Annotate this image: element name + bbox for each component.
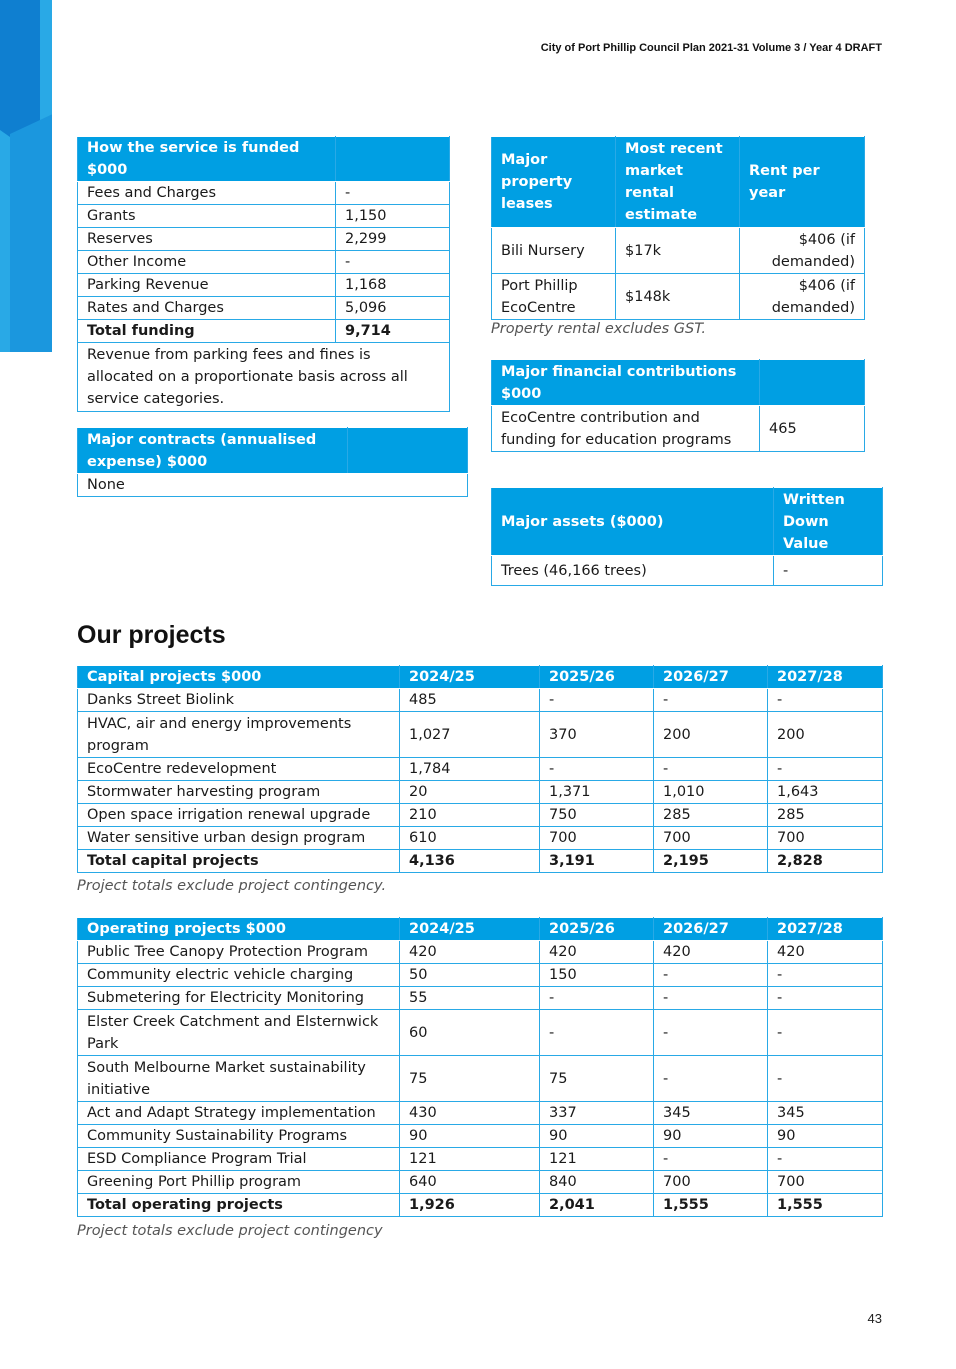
column-header: 2024/25 bbox=[400, 666, 540, 689]
funding-header: How the service is funded $000 bbox=[78, 137, 336, 182]
table-row: Danks Street Biolink 485 - - - bbox=[78, 689, 883, 712]
leases-note: Property rental excludes GST. bbox=[491, 321, 706, 337]
contributions-table bbox=[491, 359, 865, 452]
operating-note: Project totals exclude project contingency bbox=[77, 1223, 383, 1239]
contracts-value: None bbox=[78, 474, 468, 497]
column-header: Operating projects $000 bbox=[78, 918, 400, 941]
leases-table bbox=[491, 136, 865, 320]
table-row: Open space irrigation renewal upgrade 210 750 285 285 bbox=[78, 804, 883, 827]
capital-projects-table bbox=[77, 665, 883, 873]
table-row: Greening Port Phillip program 640 840 700 700 bbox=[78, 1171, 883, 1194]
column-header: Most recent market rental estimate bbox=[616, 137, 740, 228]
table-row: Act and Adapt Strategy implementation 430 337 345 345 bbox=[78, 1102, 883, 1125]
table-cell: $406 (if demanded) bbox=[740, 274, 865, 320]
table-cell: - bbox=[336, 251, 450, 274]
table-row: EcoCentre redevelopment 1,784 - - - bbox=[78, 758, 883, 781]
column-header: 2027/28 bbox=[768, 666, 883, 689]
operating-projects-table bbox=[77, 917, 883, 1217]
column-header: Capital projects $000 bbox=[78, 666, 400, 689]
table-cell: 5,096 bbox=[336, 297, 450, 320]
column-header: Major assets ($000) bbox=[492, 488, 774, 556]
funding-table bbox=[77, 136, 450, 412]
column-header: 2025/26 bbox=[540, 666, 654, 689]
contributions-header: Major financial contributions $000 bbox=[492, 360, 760, 406]
table-cell: $406 (if demanded) bbox=[740, 228, 865, 274]
table-row: Elster Creek Catchment and Elsternwick Park 60 - - - bbox=[78, 1010, 883, 1056]
column-header: 2026/27 bbox=[654, 666, 768, 689]
page-number: 43 bbox=[867, 1311, 882, 1326]
table-cell: Fees and Charges bbox=[78, 182, 336, 205]
table-cell: - bbox=[336, 182, 450, 205]
table-row: HVAC, air and energy improvements program 1,027 370 200 200 bbox=[78, 712, 883, 758]
table-row: Stormwater harvesting program 20 1,371 1,010 1,643 bbox=[78, 781, 883, 804]
column-header: 2024/25 bbox=[400, 918, 540, 941]
column-header: 2027/28 bbox=[768, 918, 883, 941]
table-cell: Rates and Charges bbox=[78, 297, 336, 320]
table-cell: Parking Revenue bbox=[78, 274, 336, 297]
table-cell: Bili Nursery bbox=[492, 228, 616, 274]
table-cell: Port Phillip EcoCentre bbox=[492, 274, 616, 320]
total-value: 9,714 bbox=[336, 320, 450, 343]
column-header: Major property leases bbox=[492, 137, 616, 228]
table-cell: Grants bbox=[78, 205, 336, 228]
table-row: Water sensitive urban design program 610 700 700 700 bbox=[78, 827, 883, 850]
table-cell: Trees (46,166 trees) bbox=[492, 556, 774, 586]
table-cell: Other Income bbox=[78, 251, 336, 274]
assets-table bbox=[491, 487, 883, 586]
table-cell: 2,299 bbox=[336, 228, 450, 251]
column-header: 2025/26 bbox=[540, 918, 654, 941]
section-title: Our projects bbox=[77, 621, 226, 649]
table-cell: 465 bbox=[760, 406, 865, 452]
column-header: Rent per year bbox=[740, 137, 865, 228]
total-row: Total operating projects 1,926 2,041 1,555 1,555 bbox=[78, 1194, 883, 1217]
table-cell: $148k bbox=[616, 274, 740, 320]
table-row: Public Tree Canopy Protection Program 420 420 420 420 bbox=[78, 941, 883, 964]
table-cell: Reserves bbox=[78, 228, 336, 251]
capital-note: Project totals exclude project contingency. bbox=[77, 878, 387, 894]
table-cell: - bbox=[774, 556, 883, 586]
contracts-table bbox=[77, 427, 468, 497]
table-row: South Melbourne Market sustainability initiative 75 75 - - bbox=[78, 1056, 883, 1102]
table-row: Submetering for Electricity Monitoring 55 - - - bbox=[78, 987, 883, 1010]
document-header: City of Port Phillip Council Plan 2021-31 Volume 3 / Year 4 DRAFT bbox=[540, 42, 882, 54]
table-row: Community Sustainability Programs 90 90 90 90 bbox=[78, 1125, 883, 1148]
column-header: Written Down Value bbox=[774, 488, 883, 556]
table-cell: 1,168 bbox=[336, 274, 450, 297]
table-cell: $17k bbox=[616, 228, 740, 274]
table-row: Community electric vehicle charging 50 150 - - bbox=[78, 964, 883, 987]
table-row: ESD Compliance Program Trial 121 121 - - bbox=[78, 1148, 883, 1171]
total-label: Total funding bbox=[78, 320, 336, 343]
total-row: Total capital projects 4,136 3,191 2,195 2,828 bbox=[78, 850, 883, 873]
contracts-header: Major contracts (annualised expense) $000 bbox=[78, 428, 348, 474]
funding-note: Revenue from parking fees and fines is allocated on a proportionate basis across all service categories. bbox=[78, 343, 450, 412]
column-header: 2026/27 bbox=[654, 918, 768, 941]
table-cell: EcoCentre contribution and funding for education programs bbox=[492, 406, 760, 452]
corner-decoration bbox=[0, 0, 52, 352]
table-cell: 1,150 bbox=[336, 205, 450, 228]
